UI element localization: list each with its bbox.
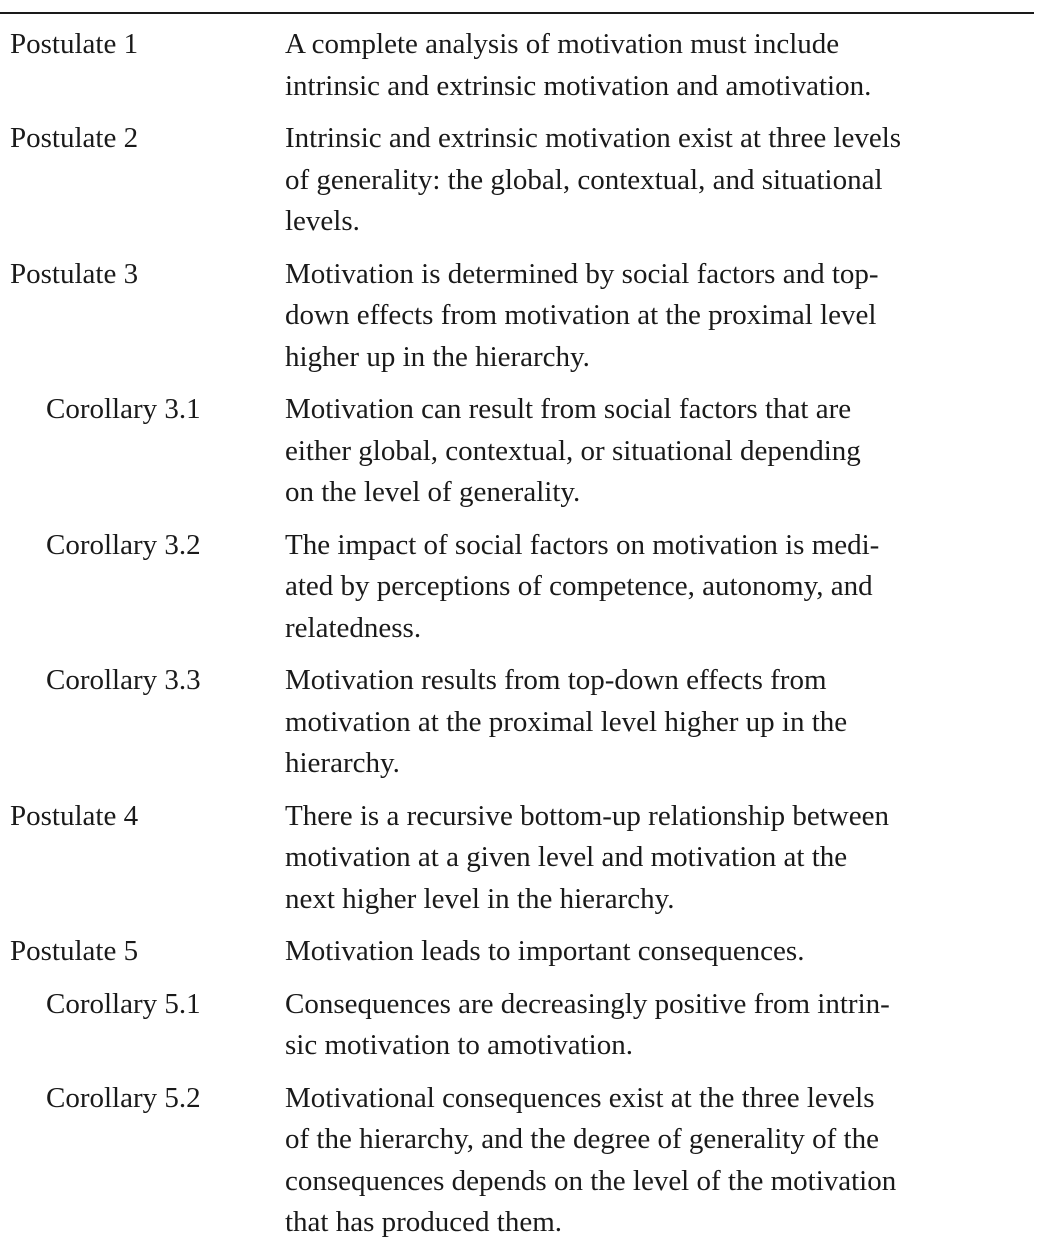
text-line: higher up in the hierarchy. <box>285 340 590 373</box>
text-line: The impact of social factors on motivation is medi- <box>285 528 880 561</box>
text-line: that has produced them. <box>285 1206 563 1238</box>
text-line: down effects from motivation at the proximal level <box>285 299 877 331</box>
text-line: motivation at the proximal level higher up in the <box>285 705 848 738</box>
text-line: sic motivation to amotivation. <box>285 1029 633 1061</box>
text-line: hierarchy. <box>285 747 400 779</box>
corollary-text <box>285 660 1037 785</box>
corollary-row <box>0 660 1041 785</box>
corollary-row <box>0 389 1041 514</box>
text-line: Intrinsic and extrinsic motivation exist at three levels <box>285 122 902 154</box>
text-line: Consequences are decreasingly positive from intrin- <box>285 987 890 1020</box>
text-line: of the hierarchy, and the degree of generality of the <box>285 1123 879 1155</box>
postulate-label: Postulate 4 <box>10 799 139 832</box>
postulate-row <box>0 796 1041 921</box>
text-line: on the level of generality. <box>285 476 581 508</box>
postulate-text <box>285 931 1037 973</box>
text-line: levels. <box>285 205 360 237</box>
text-line: Motivational consequences exist at the three levels <box>285 1081 875 1114</box>
corollary-text <box>285 984 1037 1067</box>
postulate-text <box>285 254 1037 379</box>
postulate-label: Postulate 1 <box>10 28 139 60</box>
corollary-label: Corollary 5.1 <box>46 987 201 1020</box>
corollary-text <box>285 1078 1037 1244</box>
text-line: either global, contextual, or situational depending <box>285 434 861 467</box>
postulate-row <box>0 24 1041 107</box>
corollary-text <box>285 389 1037 514</box>
corollary-label: Corollary 3.1 <box>46 393 201 425</box>
postulate-row <box>0 118 1041 243</box>
postulate-text <box>285 24 1037 107</box>
text-line: A complete analysis of motivation must include <box>285 28 840 60</box>
corollary-label: Corollary 5.2 <box>46 1081 201 1114</box>
text-line: motivation at a given level and motivation at the <box>285 841 848 873</box>
text-line: relatedness. <box>285 611 422 644</box>
postulate-row <box>0 931 1041 973</box>
table-top-rule <box>0 12 1034 14</box>
corollary-row <box>0 984 1041 1067</box>
corollary-label: Corollary 3.3 <box>46 664 201 696</box>
corollary-row <box>0 525 1041 650</box>
text-line: Motivation can result from social factors that are <box>285 393 852 425</box>
text-line: of generality: the global, contextual, and situational <box>285 163 883 196</box>
text-line: intrinsic and extrinsic motivation and amotivation. <box>285 69 872 102</box>
postulate-label: Postulate 2 <box>10 122 139 154</box>
text-line: There is a recursive bottom-up relationship between <box>285 799 889 832</box>
postulate-row <box>0 254 1041 379</box>
text-line: Motivation leads to important consequences. <box>285 935 805 967</box>
corollary-label: Corollary 3.2 <box>46 528 201 561</box>
postulate-text <box>285 796 1037 921</box>
text-line: consequences depends on the level of the motivation <box>285 1164 897 1197</box>
corollary-text <box>285 525 1037 650</box>
postulate-label: Postulate 5 <box>10 935 139 967</box>
postulate-label: Postulate 3 <box>10 257 139 290</box>
text-line: ated by perceptions of competence, autonomy, and <box>285 570 873 602</box>
postulate-text <box>285 118 1037 243</box>
text-line: next higher level in the hierarchy. <box>285 882 675 915</box>
corollary-row <box>0 1078 1041 1244</box>
text-line: Motivation is determined by social factors and top- <box>285 257 879 290</box>
postulates-table <box>0 24 1041 1255</box>
text-line: Motivation results from top-down effects from <box>285 664 827 696</box>
